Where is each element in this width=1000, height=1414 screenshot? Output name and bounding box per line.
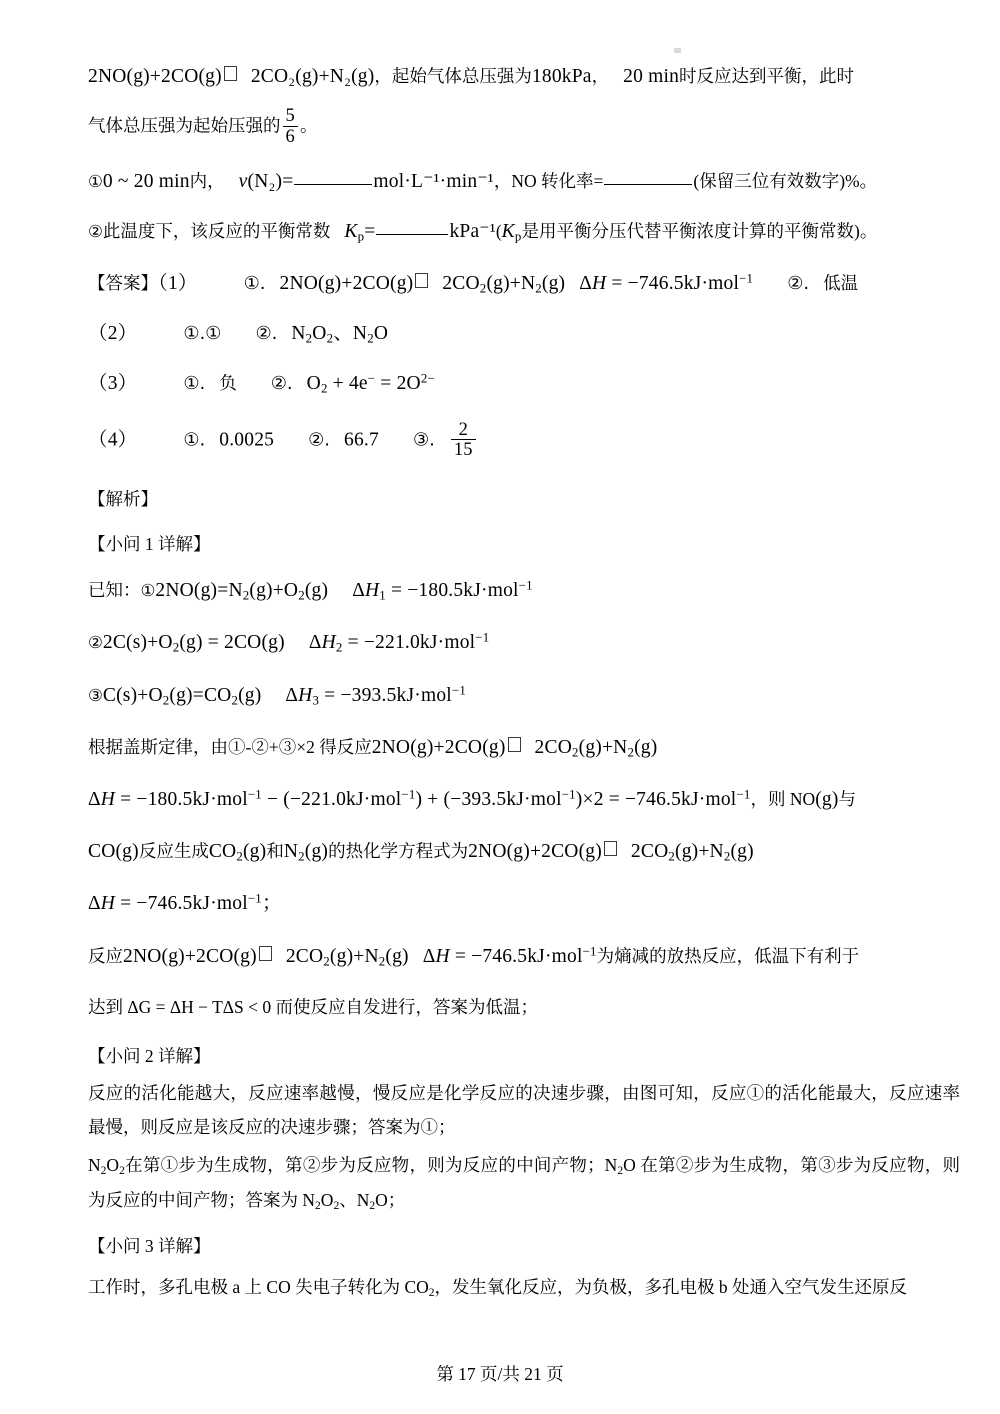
- thermo-text-a: CO(g)反应生成$CO_2(g)$和$N_2(g)$的热化学方程式为: [88, 841, 469, 864]
- question-stem-line-1: [88, 62, 960, 92]
- reaction-tail: 为熵减的放热反应，低温下有利于: [596, 945, 860, 966]
- analysis-label: 【解析】: [88, 488, 158, 509]
- analysis-sub2-paragraph-2: $N_2O_2$在第①步为生成物，第②步为反应物，则为反应的中间产物；$N_2O$ 在第②步为生成物，第③步为反应物，则为反应的中间产物；答案为 $N_2O_2$、$N_2O$；: [88, 1155, 960, 1212]
- enthalpy-calculation-line: [88, 785, 960, 815]
- fraction-five-sixths: [283, 106, 298, 146]
- answer-row-4: [88, 420, 960, 460]
- known-eq3: $C(s)+O_2(g)=CO_2(g)$: [102, 684, 262, 708]
- answer-3-2-value: $O_2 + 4e^- = 2O^{2-}$: [306, 371, 435, 396]
- answer-2-1-value: ①: [205, 323, 222, 345]
- answer-2-2-value: $N_2O_2$、$N_2O$: [291, 323, 389, 346]
- stem-initial-pressure: 180kPa: [531, 66, 592, 87]
- answer-row-3: [88, 369, 960, 399]
- sub2-unit: kPa⁻¹: [449, 220, 496, 242]
- fraction-denominator: 15: [451, 439, 476, 460]
- stem-line2-text-a: 气体总压强为起始压强的: [88, 115, 281, 136]
- fraction-numerator: 5: [285, 105, 295, 127]
- answer-row-1: [88, 269, 960, 299]
- known-eq1: $2NO(g)=N_2(g)+O_2(g)$: [155, 580, 329, 603]
- answer-4-2-value: 66.7: [344, 429, 379, 451]
- equilibrium-arrow-icon: [415, 273, 428, 288]
- sub1-time-range: 0 ~ 20 min: [102, 170, 190, 192]
- sub-question-1: [88, 167, 960, 197]
- reaction-eq-left: 2NO(g)+2CO(g): [123, 945, 257, 967]
- fraction-denominator: 6: [283, 126, 298, 147]
- question-stem-line-2: [88, 106, 960, 146]
- stem-text-b: ，: [591, 66, 610, 86]
- equilibrium-arrow-icon: [259, 946, 272, 961]
- known-eq1-enthalpy: $\Delta H_1 = -180.5kJ\cdot mol^{-1}$: [352, 578, 533, 603]
- analysis-sub1-title: 【小问 1 详解】: [88, 534, 211, 554]
- answer-4-1-marker: ①.: [183, 429, 206, 451]
- sub2-kp-symbol: $K_p$: [344, 220, 365, 244]
- stem-text-c: 时反应达到平衡，此时: [679, 66, 855, 86]
- stem-line2-text-b: 。: [299, 115, 318, 136]
- answer-4-1-value: 0.0025: [219, 429, 275, 451]
- sub2-text-a: 此温度下，该反应的平衡常数: [102, 220, 331, 241]
- fraction-numerator: 2: [458, 418, 469, 440]
- sub1-text-a: 内，: [189, 170, 225, 191]
- stem-equation-right: 2CO₂(g)+N₂(g): [250, 66, 375, 87]
- known-equation-3: [88, 681, 960, 711]
- thermo-eq-left: 2NO(g)+2CO(g): [468, 841, 602, 863]
- stem-equation-left: 2NO(g)+2CO(g): [88, 66, 222, 87]
- gibbs-free-energy-line: [88, 994, 960, 1021]
- reaction-eq-right: $2CO_2(g)+N_2(g)$: [285, 945, 409, 969]
- stem-text-a: ，起始气体总压强为: [374, 66, 532, 86]
- equilibrium-arrow-icon: [508, 737, 521, 752]
- sub1-unit: mol·L⁻¹·min⁻¹: [373, 170, 494, 192]
- sub2-equals: =: [364, 220, 376, 242]
- answer-group-2: （2）: [88, 323, 138, 345]
- sub1-text-b: ，NO 转化率=: [493, 170, 604, 191]
- sub2-kp-symbol-2: $K_p$: [501, 220, 522, 244]
- sub1-rate-symbol: v: [238, 170, 248, 192]
- known-eq1-marker: ①: [140, 581, 156, 601]
- sub2-text-b: ($K_p$是用平衡分压代替平衡浓度计算的平衡常数)。: [495, 220, 878, 244]
- known-equation-1: [88, 576, 960, 606]
- thermo-enthalpy-line: [88, 889, 960, 919]
- equilibrium-arrow-icon: [224, 66, 237, 81]
- answer-1-1-eq-left: 2NO(g)+2CO(g): [279, 272, 414, 294]
- reaction-enthalpy: ΔH = −746.5kJ·mol$^{-1}$: [422, 943, 597, 967]
- sub1-text-c: (保留三位有效数字)%。: [693, 170, 878, 191]
- answer-2-2-marker: ②.: [255, 323, 278, 345]
- gibbs-text: 达到 ΔG = ΔH − TΔS < 0 而使反应自发进行，答案为低温；: [88, 996, 538, 1017]
- fraction-two-fifteenths: [451, 420, 476, 460]
- analysis-sub3-title: 【小问 3 详解】: [88, 1235, 211, 1256]
- known-equation-2: [88, 628, 960, 658]
- answer-group-4: （4）: [88, 429, 138, 451]
- reaction-entropy-line: [88, 942, 960, 972]
- enthalpy-calculation: ΔH = −180.5kJ·mol$^{-1}$ − (−221.0kJ·mol$^{-1}$) + (−393.5kJ·mol$^{-1}$)×2 = −746.5kJ·mol$^{-1}$: [88, 787, 751, 810]
- hess-eq-left: 2NO(g)+2CO(g): [371, 736, 506, 758]
- known-prefix: 已知：: [88, 580, 141, 601]
- answer-blank-kp[interactable]: [376, 234, 448, 235]
- page-content: [88, 62, 960, 1304]
- page-footer: 第 17 页/共 21 页: [436, 1364, 564, 1384]
- sub-question-1-marker: ①: [88, 171, 103, 191]
- known-eq2-enthalpy: $\Delta H_2 = -221.0kJ\cdot mol^{-1}$: [308, 630, 490, 655]
- sub1-species-label: N₂: [254, 170, 276, 192]
- analysis-sub3-paragraph-1: 工作时，多孔电极 a 上 CO 失电子转化为 $CO_2$，发生氧化反应，为负极，多孔电极 b 处通入空气发生还原反: [88, 1276, 908, 1299]
- scan-artifact-mark: [674, 48, 681, 53]
- answer-label: 【答案】: [88, 272, 158, 293]
- analysis-sub2-title: 【小问 2 详解】: [88, 1046, 211, 1066]
- sub-question-2: [88, 217, 960, 247]
- thermo-enthalpy: ΔH = −746.5kJ·mol$^{-1}$；: [88, 891, 282, 915]
- answer-3-1-value: 负: [219, 373, 237, 394]
- enthalpy-calc-tail: ，则 NO(g)与: [750, 789, 857, 810]
- answer-group-3: （3）: [88, 373, 138, 395]
- answer-3-2-marker: ②.: [270, 373, 293, 395]
- analysis-sub2-paragraph-1: 反应的活化能越大，反应速率越慢，慢反应是化学反应的决速步骤，由图可知，反应①的活化能最大，反应速率最慢，则反应是该反应的决速步骤；答案为①；: [88, 1083, 960, 1138]
- thermochemical-equation-line: [88, 837, 960, 867]
- stem-time: 20 min: [623, 66, 680, 87]
- answer-group-1: （1）: [158, 272, 198, 294]
- answer-blank-conversion[interactable]: [604, 184, 692, 185]
- answer-1-1-eq-right: $2CO_2(g)+N_2(g)$: [442, 272, 566, 296]
- reaction-prefix: 反应: [88, 945, 123, 966]
- hess-eq-right: $2CO_2(g)+N_2(g)$: [534, 736, 658, 760]
- thermo-eq-right: $2CO_2(g)+N_2(g)$: [630, 841, 754, 864]
- sub1-rate-species: (N₂): [247, 170, 283, 192]
- answer-1-1-enthalpy: ΔH = −746.5kJ·mol$^{-1}$: [579, 271, 754, 294]
- hess-law-line: [88, 733, 960, 763]
- answer-4-3-marker: ③.: [412, 429, 435, 451]
- answer-4-2-marker: ②.: [308, 429, 330, 451]
- hess-text: 根据盖斯定律，由①-②+③×2 得反应: [88, 736, 372, 757]
- sub-question-2-marker: ②: [88, 221, 103, 241]
- answer-1-1-marker: ①.: [243, 272, 266, 294]
- answer-3-1-marker: ①.: [183, 373, 206, 395]
- answer-row-2: [88, 319, 960, 349]
- known-eq2: $2C(s)+O_2(g) = 2CO(g)$: [102, 632, 285, 655]
- known-eq3-enthalpy: $\Delta H_3 = -393.5kJ\cdot mol^{-1}$: [285, 682, 466, 708]
- answer-1-2-value: 低温: [823, 272, 859, 293]
- known-eq2-marker: ②: [88, 633, 103, 653]
- answer-1-2-marker: ②.: [787, 272, 810, 294]
- equilibrium-arrow-icon: [604, 841, 617, 856]
- answer-blank-rate[interactable]: [294, 184, 372, 185]
- sub1-equals: =: [282, 170, 294, 192]
- known-eq3-marker: ③: [88, 685, 103, 705]
- answer-2-1-marker: ①.: [183, 323, 206, 345]
